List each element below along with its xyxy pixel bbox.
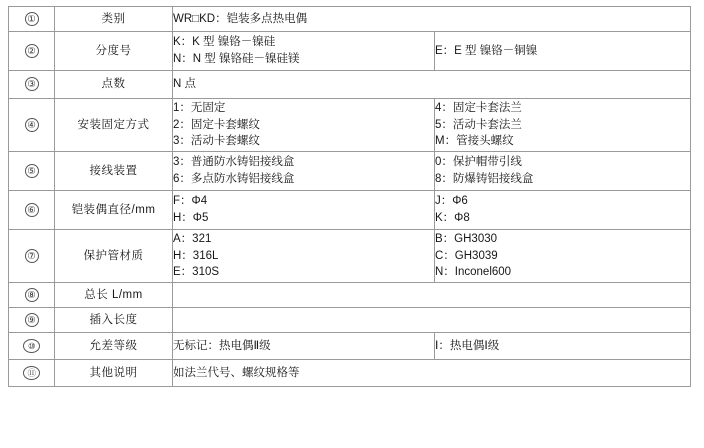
row-value-cell-secondary	[435, 191, 691, 230]
table-body	[9, 7, 691, 387]
row-label-cell: 保护管材质	[55, 230, 173, 283]
value-line: M：管接头螺纹	[435, 135, 514, 148]
value-lines	[173, 76, 690, 93]
value-lines	[173, 193, 434, 226]
row-index-cell	[9, 191, 55, 230]
value-line: K：Φ8	[435, 212, 470, 224]
row-label-cell: 安装固定方式	[55, 99, 173, 152]
value-lines	[173, 338, 434, 355]
circled-number-icon: ⑤	[25, 164, 39, 178]
row-label-cell: 插入长度	[55, 308, 173, 333]
circled-number-icon: ③	[25, 77, 39, 91]
value-line: 3：普通防水铸铝接线盒	[173, 156, 295, 169]
value-line: J：Φ6	[435, 195, 468, 208]
row-index-cell	[9, 7, 55, 32]
row-label-cell: 允差等级	[55, 333, 173, 360]
value-line: F：Φ4	[173, 195, 208, 208]
value-lines	[173, 154, 434, 187]
value-line: 0：保护帽带引线	[435, 156, 522, 169]
row-value-cell-primary	[173, 333, 435, 360]
row-index-cell	[9, 308, 55, 333]
table-row	[9, 99, 691, 152]
row-label-cell: 接线装置	[55, 152, 173, 191]
row-value-cell-secondary	[435, 152, 691, 191]
value-line: 如法兰代号、螺纹规格等	[173, 366, 300, 379]
table-row	[9, 308, 691, 333]
value-lines	[173, 34, 434, 67]
circled-number-icon: ②	[25, 44, 39, 58]
value-lines	[173, 365, 690, 382]
value-line: N 点	[173, 78, 196, 91]
row-value-cell-primary	[173, 283, 691, 308]
model-code-table	[8, 6, 691, 387]
row-label-cell: 分度号	[55, 32, 173, 71]
circled-number-icon: ⑪	[23, 366, 40, 380]
value-line: 5：活动卡套法兰	[435, 118, 522, 131]
table-row	[9, 283, 691, 308]
row-value-cell-secondary	[435, 333, 691, 360]
circled-number-icon: ④	[25, 118, 39, 132]
value-lines	[435, 100, 690, 150]
value-line: 4：固定卡套法兰	[435, 101, 522, 114]
value-line: Ⅰ：热电偶Ⅰ级	[435, 339, 500, 352]
row-value-cell-secondary	[435, 230, 691, 283]
value-line: 无标记：热电偶Ⅱ级	[173, 339, 271, 352]
row-value-cell-primary	[173, 71, 691, 99]
value-lines	[435, 43, 690, 60]
row-index-cell	[9, 230, 55, 283]
row-index-cell	[9, 152, 55, 191]
row-index-cell	[9, 333, 55, 360]
table-row	[9, 71, 691, 99]
table-row	[9, 333, 691, 360]
value-lines	[173, 231, 434, 281]
row-index-cell	[9, 99, 55, 152]
row-value-cell-primary	[173, 32, 435, 71]
circled-number-icon: ①	[25, 12, 39, 26]
value-lines	[435, 338, 690, 355]
row-index-cell	[9, 32, 55, 71]
value-line: WR□KD：铠装多点热电偶	[173, 12, 308, 25]
value-line: A：321	[173, 232, 212, 245]
table-row	[9, 7, 691, 32]
value-line: K：K 型 镍铬－镍硅	[173, 36, 276, 49]
row-value-cell-primary	[173, 308, 691, 333]
table-row	[9, 152, 691, 191]
row-index-cell	[9, 360, 55, 387]
value-line: E：E 型 镍铬－铜镍	[435, 44, 538, 57]
circled-number-icon: ⑦	[25, 249, 39, 263]
value-line: N：Inconel600	[435, 266, 512, 279]
row-value-cell-secondary	[435, 32, 691, 71]
value-line: H：Φ5	[173, 212, 209, 224]
row-value-cell-primary	[173, 152, 435, 191]
row-index-cell	[9, 71, 55, 99]
circled-number-icon: ⑩	[23, 339, 40, 353]
value-line: N：N 型 镍铬硅－镍硅镁	[173, 53, 300, 65]
value-line: 2：固定卡套螺纹	[173, 118, 260, 131]
value-lines	[173, 100, 434, 150]
row-value-cell-primary	[173, 191, 435, 230]
row-value-cell-primary	[173, 360, 691, 387]
table-row	[9, 191, 691, 230]
value-line: 1：无固定	[173, 101, 226, 114]
value-line: 6：多点防水铸铝接线盒	[173, 173, 295, 185]
value-lines	[173, 11, 690, 28]
row-value-cell-primary	[173, 230, 435, 283]
table-row	[9, 32, 691, 71]
value-line: 8：防爆铸铝接线盒	[435, 173, 534, 185]
circled-number-icon: ⑧	[25, 288, 39, 302]
row-value-cell-secondary	[435, 99, 691, 152]
table-row	[9, 230, 691, 283]
row-value-cell-primary	[173, 7, 691, 32]
value-lines	[435, 231, 690, 281]
value-lines	[435, 154, 690, 187]
circled-number-icon: ⑥	[25, 203, 39, 217]
value-lines	[435, 193, 690, 226]
value-line: C：GH3039	[435, 249, 498, 262]
value-line: H：316L	[173, 249, 219, 262]
row-label-cell: 总长 L/mm	[55, 283, 173, 308]
row-label-cell: 类别	[55, 7, 173, 32]
table-row	[9, 360, 691, 387]
spec-sheet	[0, 6, 704, 448]
value-line: E：310S	[173, 266, 220, 279]
row-label-cell: 其他说明	[55, 360, 173, 387]
circled-number-icon: ⑨	[25, 313, 39, 327]
row-label-cell: 铠装偶直径/mm	[55, 191, 173, 230]
row-value-cell-primary	[173, 99, 435, 152]
row-index-cell	[9, 283, 55, 308]
value-line: B：GH3030	[435, 232, 498, 245]
value-line: 3：活动卡套螺纹	[173, 135, 260, 148]
row-label-cell: 点数	[55, 71, 173, 99]
